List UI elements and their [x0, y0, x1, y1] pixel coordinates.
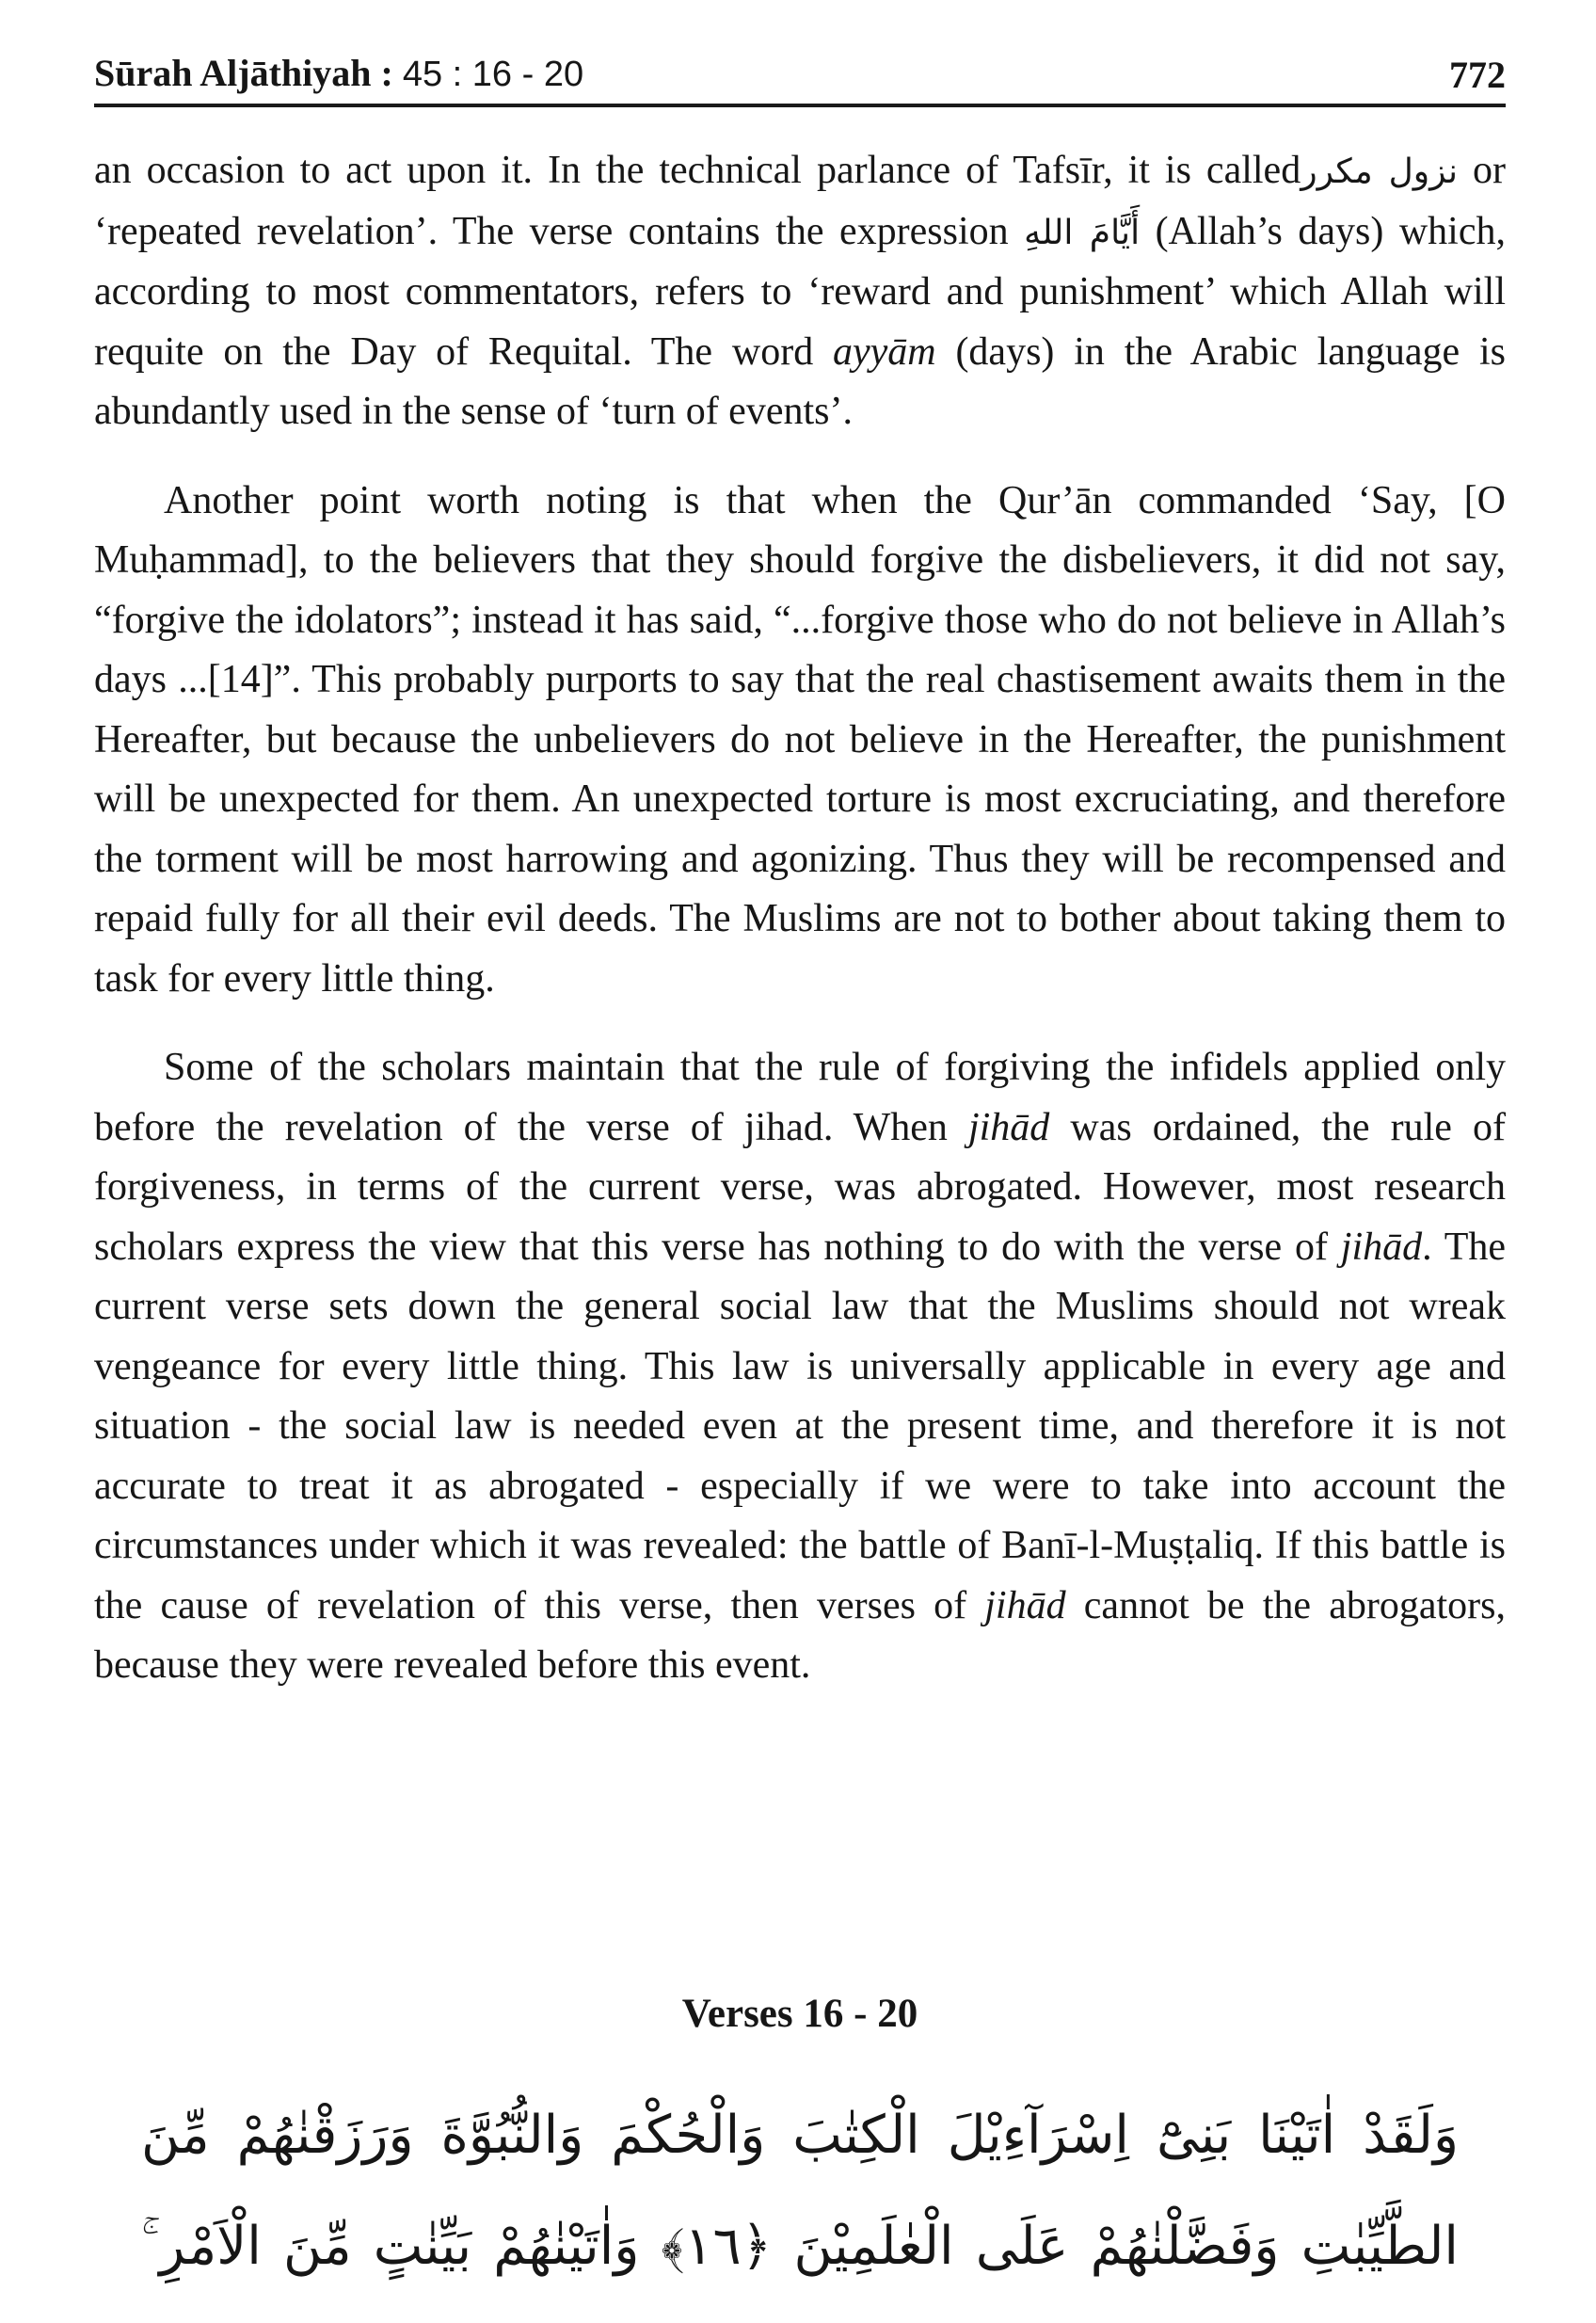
- italic-term: jihād: [984, 1583, 1066, 1627]
- italic-term: ayyām: [833, 329, 936, 374]
- arabic-term-ayyam-allah: أَيَّامَ اللهِ: [1024, 213, 1141, 252]
- commentary-text: [94, 141, 1506, 1696]
- section-heading: Verses 16 - 20: [681, 1992, 918, 2036]
- italic-term: jihād: [967, 1105, 1050, 1149]
- verse-reference: 45 : 16 - 20: [402, 55, 584, 94]
- verse-line-2: الطَّيِّبٰتِ وَفَضَّلْنٰهُمْ عَلَى الْعٰلَمِيْنَ ﴿١٦﴾ وَاٰتَيْنٰهُمْ بَيِّنٰتٍ مِّنَ الْاَمْرِ ۚ: [141, 2216, 1459, 2277]
- quranic-verse-text: [141, 2080, 1459, 2302]
- paragraph-3: Some of the scholars maintain that the rule of forgiving the infidels applied only before the revelation of the verse of jihad. When jihād was ordained, the rule of forgiveness, in terms of the current verse, was abrogated. However, most research scholars express the view that this verse has nothing to do with the verse of jihād. The current verse sets down the general social law that the Muslims should not wreak vengeance for every little thing. This law is universally applicable in every age and situation - the social law is needed even at the present time, and therefore it is not accurate to treat it as abrogated - especially if we were to take into account the circumstances under which it was revealed: the battle of Banī-l-Muṣṭaliq. If this battle is the cause of revelation of this verse, then verses of jihād cannot be the abrogators, because they were revealed before this event.: [94, 1046, 1506, 1687]
- page-number: 772: [1449, 54, 1506, 96]
- paragraph-2: Another point worth noting is that when the Qur’ān commanded ‘Say, [O Muḥammad], to the believers that they should forgive the disbelievers, it did not say, “forgive the idolators”; instead it has said, “...forgive those who do not believe in Allah’s days ...[14]”. This probably purports to say that the real chastisement awaits them in the Hereafter, but because the unbelievers do not believe in the Hereafter, the punishment will be unexpected for them. An unexpected torture is most excruciating, and therefore the torment will be most harrowing and agonizing. Thus they will be recompensed and repaid fully for all their evil deeds. The Muslims are not to bother about taking them to task for every little thing.: [94, 478, 1506, 1001]
- verse-line-1: وَلَقَدْ اٰتَيْنَا بَنِىْٓ اِسْرَآءِيْلَ الْكِتٰبَ وَالْحُكْمَ وَالنُّبُوَّةَ وَرَزَقْنٰهُمْ مِّنَ: [141, 2105, 1459, 2166]
- surah-title: Sūrah Aljāthiyah :: [94, 52, 393, 94]
- paragraph-1: an occasion to act upon it. In the technical parlance of Tafsīr, it is calledنزول مکرر or ‘repeated revelation’. The verse contains the expression أَيَّامَ اللهِ (Allah’s days) which, according to most commentators, refers to ‘reward and punishment’ which Allah will requite on the Day of Requital. The word ayyām (days) in the Arabic language is abundantly used in the sense of ‘turn of events’.: [94, 149, 1506, 433]
- running-header: [94, 51, 1506, 107]
- running-title: [94, 51, 583, 95]
- arabic-term-nuzul-mukarrar: نزول مکرر: [1301, 152, 1458, 191]
- italic-term: jihād: [1340, 1225, 1423, 1269]
- ayah-number-marker: ﴿١٦﴾: [661, 2216, 773, 2277]
